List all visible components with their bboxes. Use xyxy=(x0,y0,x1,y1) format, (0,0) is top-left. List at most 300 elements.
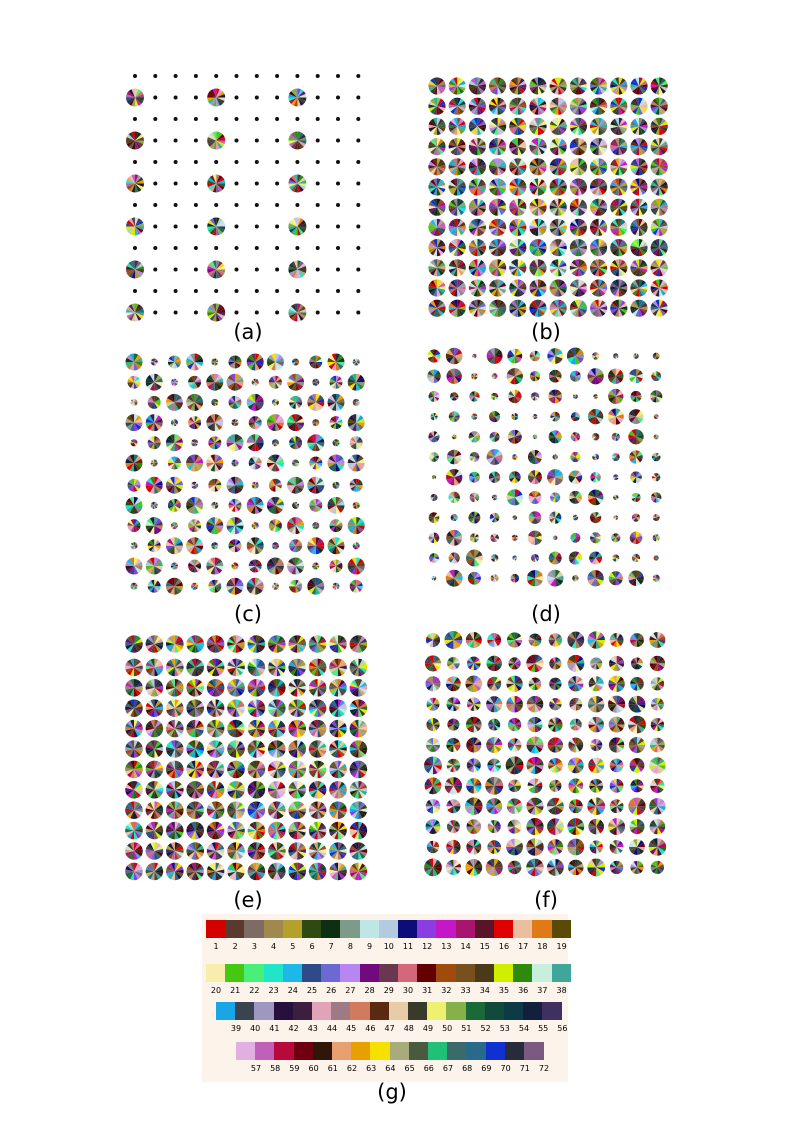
pie-glyph xyxy=(529,118,546,135)
pie-glyph xyxy=(348,374,365,391)
pie-glyph xyxy=(289,539,302,552)
pie-glyph xyxy=(206,374,223,391)
pie-glyph xyxy=(651,239,668,256)
pie-glyph xyxy=(590,98,607,115)
point-marker xyxy=(255,160,259,164)
pie-glyph xyxy=(449,279,466,296)
pie-glyph xyxy=(227,434,244,451)
pie-glyph xyxy=(227,517,244,534)
pie-glyph xyxy=(489,259,506,276)
point-marker xyxy=(153,139,157,143)
point-marker xyxy=(133,203,137,207)
pie-glyph xyxy=(146,414,163,431)
point-marker xyxy=(336,203,340,207)
pie-glyph xyxy=(252,379,259,386)
point-marker xyxy=(133,160,137,164)
point-marker xyxy=(235,96,239,100)
pie-glyph xyxy=(348,517,365,534)
point-marker xyxy=(153,246,157,250)
pie-glyph xyxy=(608,368,624,384)
pie-glyph xyxy=(590,279,607,296)
pie-glyph xyxy=(449,219,466,236)
panel-c-glyph-grid xyxy=(120,348,370,606)
pie-glyph xyxy=(550,219,567,236)
point-marker xyxy=(316,96,320,100)
pie-glyph xyxy=(229,499,242,512)
point-marker xyxy=(275,117,279,121)
pie-glyph xyxy=(449,77,466,94)
pie-glyph xyxy=(469,259,486,276)
point-marker xyxy=(174,117,178,121)
point-marker xyxy=(336,289,340,293)
pie-glyph xyxy=(509,239,526,256)
pie-glyph xyxy=(529,199,546,216)
pie-glyph xyxy=(651,199,668,216)
pie-glyph xyxy=(550,279,567,296)
pie-glyph xyxy=(287,414,304,431)
pie-glyph xyxy=(229,396,242,409)
pie-glyph xyxy=(651,77,668,94)
pie-glyph xyxy=(151,359,158,366)
pie-glyph xyxy=(511,413,518,420)
point-marker xyxy=(153,74,157,78)
pie-glyph xyxy=(469,138,486,155)
pie-glyph xyxy=(650,390,662,402)
point-marker xyxy=(316,182,320,186)
point-marker xyxy=(316,160,320,164)
point-marker xyxy=(174,289,178,293)
pie-glyph xyxy=(128,519,141,532)
pie-glyph xyxy=(348,414,365,431)
pie-glyph xyxy=(651,138,668,155)
point-marker xyxy=(255,203,259,207)
pie-glyph xyxy=(548,389,562,403)
point-marker xyxy=(214,203,218,207)
pie-glyph xyxy=(509,118,526,135)
pie-glyph xyxy=(211,399,218,406)
pie-glyph-large xyxy=(288,218,306,236)
pie-glyph xyxy=(469,219,486,236)
point-marker xyxy=(235,182,239,186)
point-marker xyxy=(214,246,218,250)
point-marker xyxy=(255,117,259,121)
pie-glyph xyxy=(252,482,259,489)
pie-glyph xyxy=(252,522,259,529)
pie-glyph xyxy=(630,259,647,276)
point-marker xyxy=(235,246,239,250)
pie-glyph xyxy=(469,391,479,401)
pie-glyph xyxy=(186,354,203,371)
pie-glyph xyxy=(630,138,647,155)
pie-glyph-large xyxy=(288,175,306,193)
pie-glyph xyxy=(570,158,587,175)
point-marker xyxy=(235,203,239,207)
pie-glyph xyxy=(630,178,647,195)
pie-glyph xyxy=(232,563,239,570)
pie-glyph xyxy=(287,374,304,391)
pie-glyph xyxy=(529,279,546,296)
pie-glyph xyxy=(312,419,319,426)
pie-glyph xyxy=(333,439,340,446)
pie-glyph xyxy=(449,98,466,115)
pie-glyph xyxy=(188,519,201,532)
pie-glyph xyxy=(610,77,627,94)
pie-glyph xyxy=(307,578,324,595)
pie-glyph xyxy=(191,482,198,489)
pie-glyph xyxy=(307,537,324,554)
pie-glyph xyxy=(328,354,345,371)
point-marker xyxy=(174,74,178,78)
pie-glyph xyxy=(507,368,523,384)
pie-glyph xyxy=(166,434,183,451)
pie-glyph xyxy=(449,138,466,155)
pie-glyph xyxy=(651,118,668,135)
point-marker xyxy=(194,311,198,315)
point-marker xyxy=(194,268,198,272)
pie-glyph xyxy=(469,178,486,195)
pie-glyph xyxy=(588,409,603,424)
pie-glyph xyxy=(469,300,486,317)
pie-glyph xyxy=(529,98,546,115)
pie-glyph xyxy=(570,239,587,256)
pie-glyph xyxy=(532,414,537,419)
pie-glyph xyxy=(509,199,526,216)
pie-glyph xyxy=(148,396,161,409)
pie-glyph xyxy=(188,376,201,389)
point-marker xyxy=(194,139,198,143)
point-marker xyxy=(336,268,340,272)
point-marker xyxy=(316,139,320,143)
pie-glyph xyxy=(469,158,486,175)
pie-glyph xyxy=(269,376,282,389)
pie-glyph xyxy=(608,389,623,404)
pie-glyph xyxy=(529,259,546,276)
pie-glyph xyxy=(570,178,587,195)
point-marker xyxy=(356,182,360,186)
pie-glyph xyxy=(571,412,580,421)
pie-glyph xyxy=(573,394,578,399)
pie-glyph xyxy=(307,477,324,494)
point-marker xyxy=(295,160,299,164)
pie-glyph xyxy=(570,371,581,382)
pie-glyph xyxy=(570,199,587,216)
pie-glyph xyxy=(131,439,138,446)
point-marker xyxy=(194,160,198,164)
pie-glyph xyxy=(570,118,587,135)
pie-glyph xyxy=(269,479,282,492)
point-marker xyxy=(194,117,198,121)
pie-glyph-large xyxy=(207,261,225,279)
pie-glyph xyxy=(489,178,506,195)
pie-glyph xyxy=(312,522,319,529)
point-marker xyxy=(194,225,198,229)
pie-glyph-large xyxy=(288,304,306,322)
pie-glyph xyxy=(630,279,647,296)
pie-glyph xyxy=(509,138,526,155)
point-marker xyxy=(295,289,299,293)
pie-glyph xyxy=(348,455,365,472)
point-marker xyxy=(255,246,259,250)
point-marker xyxy=(153,203,157,207)
pie-glyph xyxy=(509,77,526,94)
pie-glyph xyxy=(186,394,203,411)
pie-glyph xyxy=(247,537,264,554)
pie-glyph-large xyxy=(126,218,144,236)
pie-glyph xyxy=(509,219,526,236)
pie-glyph xyxy=(509,158,526,175)
pie-glyph xyxy=(629,409,644,424)
pie-glyph xyxy=(131,542,138,549)
pie-glyph xyxy=(186,455,203,472)
point-marker xyxy=(275,311,279,315)
pie-glyph xyxy=(449,199,466,216)
pie-glyph xyxy=(610,118,627,135)
pie-glyph xyxy=(469,98,486,115)
pie-glyph xyxy=(530,351,540,362)
pie-glyph xyxy=(630,118,647,135)
pie-glyph xyxy=(168,457,181,470)
point-marker xyxy=(235,289,239,293)
pie-glyph-large xyxy=(288,261,306,279)
pie-glyph xyxy=(128,479,141,492)
point-marker xyxy=(316,117,320,121)
pie-glyph xyxy=(491,393,498,400)
pie-glyph xyxy=(489,118,506,135)
pie-glyph xyxy=(489,279,506,296)
pie-glyph xyxy=(428,98,445,115)
pie-glyph xyxy=(208,436,221,449)
pie-glyph xyxy=(629,369,643,383)
pie-glyph xyxy=(272,439,279,446)
point-marker xyxy=(275,203,279,207)
pie-glyph xyxy=(427,369,441,383)
pie-glyph xyxy=(630,77,647,94)
pie-glyph xyxy=(570,138,587,155)
pie-glyph xyxy=(247,394,264,411)
point-marker xyxy=(235,160,239,164)
pie-glyph xyxy=(272,542,279,549)
pie-glyph xyxy=(507,349,522,364)
point-marker xyxy=(316,225,320,229)
point-marker xyxy=(336,74,340,78)
pie-glyph xyxy=(509,98,526,115)
point-marker xyxy=(214,289,218,293)
pie-glyph xyxy=(211,502,218,509)
pie-glyph xyxy=(428,259,445,276)
pie-glyph xyxy=(146,477,163,494)
pie-glyph xyxy=(307,434,324,451)
pie-glyph xyxy=(651,219,668,236)
point-marker xyxy=(316,289,320,293)
pie-glyph xyxy=(630,199,647,216)
pie-glyph xyxy=(509,300,526,317)
pie-glyph xyxy=(550,300,567,317)
pie-glyph xyxy=(208,479,221,492)
point-marker xyxy=(255,96,259,100)
pie-glyph xyxy=(610,199,627,216)
pie-glyph xyxy=(428,300,445,317)
pie-glyph xyxy=(287,477,304,494)
pie-glyph-large xyxy=(126,304,144,322)
pie-glyph xyxy=(333,482,340,489)
point-marker xyxy=(356,311,360,315)
pie-glyph xyxy=(472,354,476,358)
pie-glyph xyxy=(469,77,486,94)
pie-glyph xyxy=(630,391,641,402)
pie-glyph xyxy=(307,394,324,411)
pie-glyph xyxy=(353,399,360,406)
pie-glyph xyxy=(610,279,627,296)
pie-glyph xyxy=(428,279,445,296)
point-marker xyxy=(255,139,259,143)
pie-glyph xyxy=(312,563,319,570)
pie-glyph xyxy=(148,436,161,449)
pie-glyph xyxy=(333,583,340,590)
pie-glyph xyxy=(350,580,363,593)
pie-glyph xyxy=(610,158,627,175)
pie-glyph xyxy=(550,239,567,256)
point-marker xyxy=(174,203,178,207)
pie-glyph xyxy=(547,348,563,364)
pie-glyph xyxy=(492,373,498,379)
point-marker xyxy=(255,74,259,78)
pie-glyph xyxy=(272,399,279,406)
pie-glyph xyxy=(489,300,506,317)
pie-glyph xyxy=(428,219,445,236)
point-marker xyxy=(255,289,259,293)
pie-glyph xyxy=(590,118,607,135)
pie-glyph-large xyxy=(207,304,225,322)
pie-glyph xyxy=(171,419,178,426)
pie-glyph xyxy=(206,517,223,534)
pie-glyph xyxy=(166,537,183,554)
point-marker xyxy=(295,246,299,250)
pie-glyph xyxy=(168,356,181,369)
pie-glyph xyxy=(249,416,262,429)
pie-glyph xyxy=(550,98,567,115)
point-marker xyxy=(255,268,259,272)
pie-glyph xyxy=(126,455,143,472)
pie-glyph xyxy=(353,542,360,549)
point-marker xyxy=(174,139,178,143)
panel-a-glyph-grid xyxy=(120,68,370,324)
pie-glyph xyxy=(653,353,660,360)
pie-glyph xyxy=(529,219,546,236)
pie-glyph xyxy=(630,158,647,175)
pie-glyph xyxy=(587,368,603,384)
point-marker xyxy=(275,268,279,272)
point-marker xyxy=(316,268,320,272)
pie-glyph xyxy=(590,219,607,236)
pie-glyph xyxy=(330,376,343,389)
point-marker xyxy=(356,96,360,100)
point-marker xyxy=(174,182,178,186)
pie-glyph xyxy=(267,455,284,472)
pie-glyph xyxy=(529,239,546,256)
pie-glyph xyxy=(191,439,198,446)
pie-glyph xyxy=(610,219,627,236)
pie-glyph xyxy=(146,374,163,391)
pie-glyph xyxy=(350,436,363,449)
pie-glyph xyxy=(570,98,587,115)
point-marker xyxy=(356,160,360,164)
pie-glyph xyxy=(550,199,567,216)
pie-glyph xyxy=(570,259,587,276)
point-marker xyxy=(275,246,279,250)
pie-glyph xyxy=(630,98,647,115)
pie-glyph xyxy=(449,259,466,276)
point-marker xyxy=(336,182,340,186)
panel-d-glyph-grid xyxy=(420,344,672,602)
pie-glyph xyxy=(654,414,659,419)
point-marker xyxy=(153,182,157,186)
pie-glyph xyxy=(550,118,567,135)
pie-glyph xyxy=(328,537,345,554)
pie-glyph xyxy=(469,199,486,216)
point-marker xyxy=(133,289,137,293)
point-marker xyxy=(255,225,259,229)
pie-glyph xyxy=(171,379,178,386)
pie-glyph xyxy=(289,436,302,449)
pie-glyph xyxy=(249,560,262,573)
pie-glyph xyxy=(550,178,567,195)
pie-glyph xyxy=(229,539,242,552)
pie-glyph xyxy=(427,349,440,362)
point-marker xyxy=(153,96,157,100)
pie-glyph xyxy=(450,392,458,400)
pie-glyph xyxy=(232,460,239,467)
pie-glyph xyxy=(330,560,343,573)
pie-glyph xyxy=(590,199,607,216)
point-marker xyxy=(356,268,360,272)
pie-glyph xyxy=(428,77,445,94)
pie-glyph xyxy=(630,219,647,236)
pie-glyph xyxy=(267,558,284,575)
pie-glyph xyxy=(489,98,506,115)
pie-glyph xyxy=(206,558,223,575)
pie-glyph xyxy=(287,558,304,575)
pie-glyph xyxy=(471,373,478,380)
point-marker xyxy=(356,203,360,207)
pie-glyph xyxy=(651,178,668,195)
pie-glyph xyxy=(630,300,647,317)
pie-glyph xyxy=(489,77,506,94)
pie-glyph xyxy=(550,77,567,94)
pie-glyph xyxy=(292,502,299,509)
pie-glyph xyxy=(489,138,506,155)
point-marker xyxy=(235,139,239,143)
pie-glyph xyxy=(206,455,223,472)
pie-glyph xyxy=(509,259,526,276)
pie-glyph xyxy=(247,434,264,451)
point-marker xyxy=(214,117,218,121)
point-marker xyxy=(336,225,340,229)
pie-glyph xyxy=(330,519,343,532)
pie-glyph xyxy=(550,259,567,276)
pie-glyph xyxy=(128,376,141,389)
pie-glyph xyxy=(247,354,264,371)
pie-glyph xyxy=(126,558,143,575)
point-marker xyxy=(235,117,239,121)
pie-glyph xyxy=(633,353,639,359)
point-marker xyxy=(174,311,178,315)
pie-glyph xyxy=(328,455,345,472)
point-marker xyxy=(356,117,360,121)
pie-glyph xyxy=(550,158,567,175)
pie-glyph xyxy=(613,353,618,358)
point-marker xyxy=(336,160,340,164)
pie-glyph xyxy=(227,374,244,391)
